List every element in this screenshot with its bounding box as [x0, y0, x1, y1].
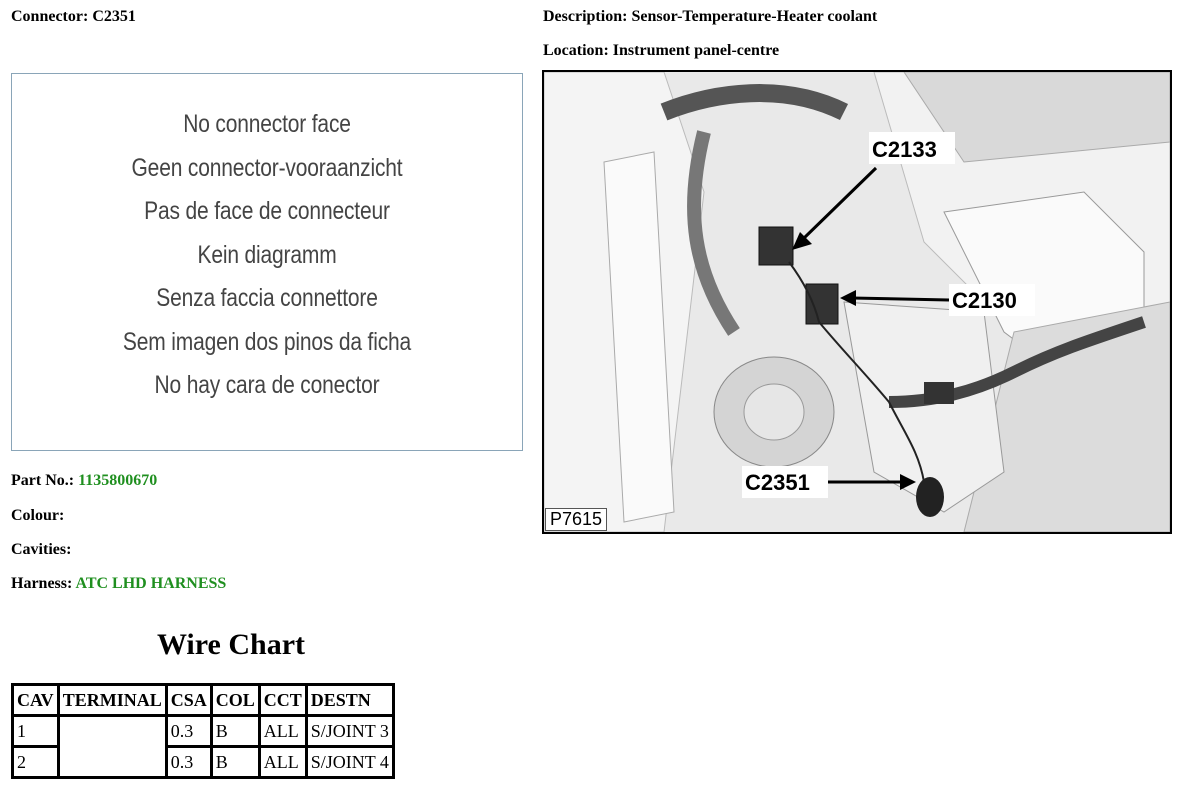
cell-cct: ALL [259, 716, 306, 747]
cell-destn: S/JOINT 3 [306, 716, 393, 747]
callout-c2351: C2351 [745, 470, 810, 495]
cell-terminal [58, 716, 166, 778]
cell-cct: ALL [259, 747, 306, 778]
connector-face-placeholder [11, 73, 523, 451]
cell-csa: 0.3 [166, 747, 211, 778]
no-face-line: Kein diagramm [197, 241, 337, 269]
cell-csa: 0.3 [166, 716, 211, 747]
no-face-line: No connector face [183, 110, 351, 138]
table-header-row [13, 685, 394, 716]
part-number-label: Part No.: [11, 472, 75, 489]
cell-col: B [211, 716, 259, 747]
no-face-line: Senza faccia connettore [156, 284, 378, 312]
header-col: COL [211, 685, 259, 716]
table-row [13, 716, 394, 747]
part-number [11, 472, 157, 490]
part-number-value: 1135800670 [78, 472, 158, 489]
location-illustration [544, 72, 1170, 532]
header-terminal: TERMINAL [58, 685, 166, 716]
cell-col: B [211, 747, 259, 778]
callout-arrow [852, 298, 949, 300]
cavities-label: Cavities: [11, 541, 72, 558]
header-csa: CSA [166, 685, 211, 716]
no-face-line: No hay cara de conector [154, 371, 380, 399]
cell-cav: 1 [13, 716, 59, 747]
location [543, 42, 779, 60]
no-face-line: Sem imagen dos pinos da ficha [122, 328, 412, 356]
callout-c2130: C2130 [952, 288, 1017, 313]
description [543, 8, 877, 26]
location-label: Location: [543, 42, 609, 59]
harness-label: Harness: [11, 575, 73, 592]
harness-value: ATC LHD HARNESS [75, 575, 227, 592]
header-cct: CCT [259, 685, 306, 716]
connector-value: C2351 [92, 8, 136, 25]
colour [11, 507, 64, 525]
no-face-line: Pas de face de connecteur [144, 197, 390, 225]
wire-chart-title: Wire Chart [156, 628, 306, 661]
connector-title [11, 8, 136, 26]
description-value: Sensor-Temperature-Heater coolant [631, 8, 878, 25]
location-value: Instrument panel-centre [612, 42, 780, 59]
colour-label: Colour: [11, 507, 65, 524]
connector-label: Connector: [11, 8, 89, 25]
cell-cav: 2 [13, 747, 59, 778]
wire-chart-table [11, 683, 395, 779]
cell-destn: S/JOINT 4 [306, 747, 393, 778]
location-photo [542, 70, 1172, 534]
header-destn: DESTN [306, 685, 393, 716]
callout-c2133: C2133 [872, 137, 937, 162]
description-label: Description: [543, 8, 628, 25]
no-face-line: Geen connector-vooraanzicht [131, 154, 403, 182]
header-cav: CAV [13, 685, 59, 716]
cavities [11, 541, 71, 559]
photo-id: P7615 [545, 508, 607, 531]
harness [11, 575, 226, 593]
